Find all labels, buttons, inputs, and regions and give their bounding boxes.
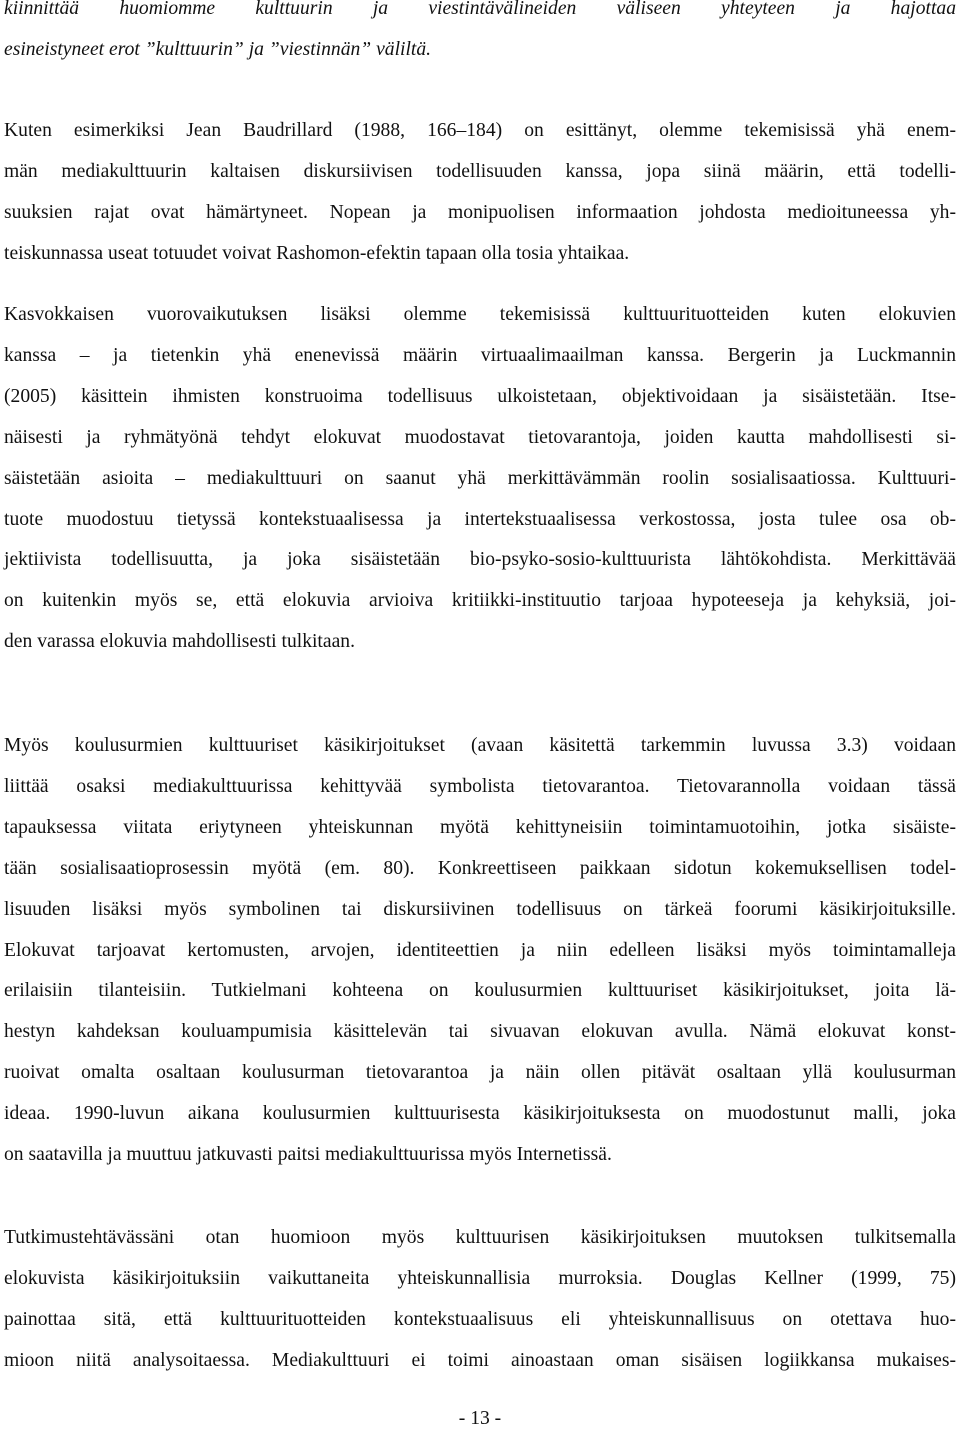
text-line: ideaa. 1990-luvun aikana koulusurmien kulttuurisesta käsikirjoituksesta on muodostunut malli, joka <box>4 1103 956 1125</box>
text-line: mioon niitä analysoitaessa. Mediakulttuuri ei toimi ainoastaan oman sisäisen logiikkansa mukaises- <box>4 1349 956 1371</box>
text-line: on kuitenkin myös se, että elokuvia arvioiva kritiikki-instituutio tarjoaa hypoteeseja ja kehyksiä, joi- <box>4 590 956 612</box>
paragraph-intro-quote <box>4 0 956 71</box>
text-line: tuote muodostuu tietyssä kontekstuaalisessa ja intertekstuaalisessa verkostossa, josta tulee osa ob- <box>4 508 956 530</box>
text-line: ruoivat omalta osaltaan koulusurman tietovarantoa ja näin ollen pitävät osaltaan yllä koulusurman <box>4 1062 956 1084</box>
text-line: tään sosialisaatioprosessin myötä (em. 80). Konkreettiseen paikkaan sidotun kokemuksellisen todel- <box>4 857 956 879</box>
paragraph-baudrillard <box>4 111 956 275</box>
text-line: den varassa elokuvia mahdollisesti tulkitaan. <box>4 631 355 653</box>
text-line: säistetään asioita – mediakulttuuri on saanut yhä merkittävämmän roolin sosialisaatiossa. Kulttuuri- <box>4 467 956 489</box>
text-line: kiinnittää huomiomme kulttuurin ja viestintävälineiden väliseen yhteyteen ja hajottaa <box>4 0 956 19</box>
text-line: jektiivista todellisuutta, ja joka sisäistetään bio-psyko-sosio-kulttuurista lähtökohdista. Merkittävää <box>4 549 956 571</box>
text-line: (2005) käsittein ihmisten konstruoima todellisuus ulkoistetaan, objektivoidaan ja sisäistetään. Itse- <box>4 385 956 407</box>
text-line: kanssa – ja tietenkin yhä enenevissä määrin virtuaalimaailman kanssa. Bergerin ja Luckmannin <box>4 344 956 366</box>
text-line: hestyn kahdeksan kouluampumisia käsittelevän tai sivuavan elokuvan avulla. Nämä elokuvat konst- <box>4 1021 956 1043</box>
text-line: Myös koulusurmien kulttuuriset käsikirjoitukset (avaan käsitettä tarkemmin luvussa 3.3) voidaan <box>4 735 956 756</box>
paragraph-tutkimustehtava <box>4 1218 956 1382</box>
text-line: näisesti ja ryhmätyönä tehdyt elokuvat muodostavat tietovarantoja, joiden kautta mahdollisesti si- <box>4 426 956 448</box>
text-line: suuksien rajat ovat hämärtyneet. Nopean ja monipuolisen informaation johdosta medioituneessa yh- <box>4 201 956 223</box>
text-line: Tutkimustehtävässäni otan huomioon myös kulttuurisen käsikirjoituksen muutoksen tulkitsemalla <box>4 1227 956 1248</box>
text-line: esineistyneet erot ”kulttuurin” ja ”viestinnän” väliltä. <box>4 38 432 60</box>
text-line: erilaisiin tilanteisiin. Tutkielmani kohteena on koulusurmien kulttuuriset käsikirjoitukset, joita lä- <box>4 980 956 1002</box>
text-line: on saatavilla ja muuttuu jatkuvasti paitsi mediakulttuurissa myös Internetissä. <box>4 1144 612 1166</box>
paragraph-kasvokkaisen <box>4 295 956 663</box>
text-line: tapauksessa viitata eriytyneen yhteiskunnan myötä kehittyneisiin toimintamuotoihin, jotka sisäiste- <box>4 816 956 838</box>
text-line: Elokuvat tarjoavat kertomusten, arvojen, identiteettien ja niin edelleen lisäksi myös toimintamalleja <box>4 939 956 961</box>
text-line: män mediakulttuurin kaltaisen diskursiivisen todellisuuden kanssa, jopa siinä määrin, että todelli- <box>4 160 956 182</box>
paragraph-koulusurmien <box>4 726 956 1176</box>
text-line: Kuten esimerkiksi Jean Baudrillard (1988, 166–184) on esittänyt, olemme tekemisissä yhä enem- <box>4 120 956 141</box>
text-line: liittää osaksi mediakulttuurissa kehittyvää symbolista tietovarantoa. Tietovarannolla voidaan tässä <box>4 775 956 797</box>
page-number: - 13 - <box>458 1408 502 1429</box>
text-line: elokuvista käsikirjoituksiin vaikuttaneita yhteiskunnallisia murroksia. Douglas Kellner (1999, 75) <box>4 1267 956 1289</box>
text-line: Kasvokkaisen vuorovaikutuksen lisäksi olemme tekemisissä kulttuurituotteiden kuten elokuvien <box>4 304 956 325</box>
text-line: painottaa sitä, että kulttuurituotteiden kontekstuaalisuus eli yhteiskunnallisuus on otettava huo- <box>4 1308 956 1330</box>
text-line: teiskunnassa useat totuudet voivat Rashomon-efektin tapaan olla tosia yhtaikaa. <box>4 242 630 264</box>
text-line: lisuuden lisäksi myös symbolinen tai diskursiivinen todellisuus on tärkeä foorumi käsikirjoituksille. <box>4 898 956 920</box>
